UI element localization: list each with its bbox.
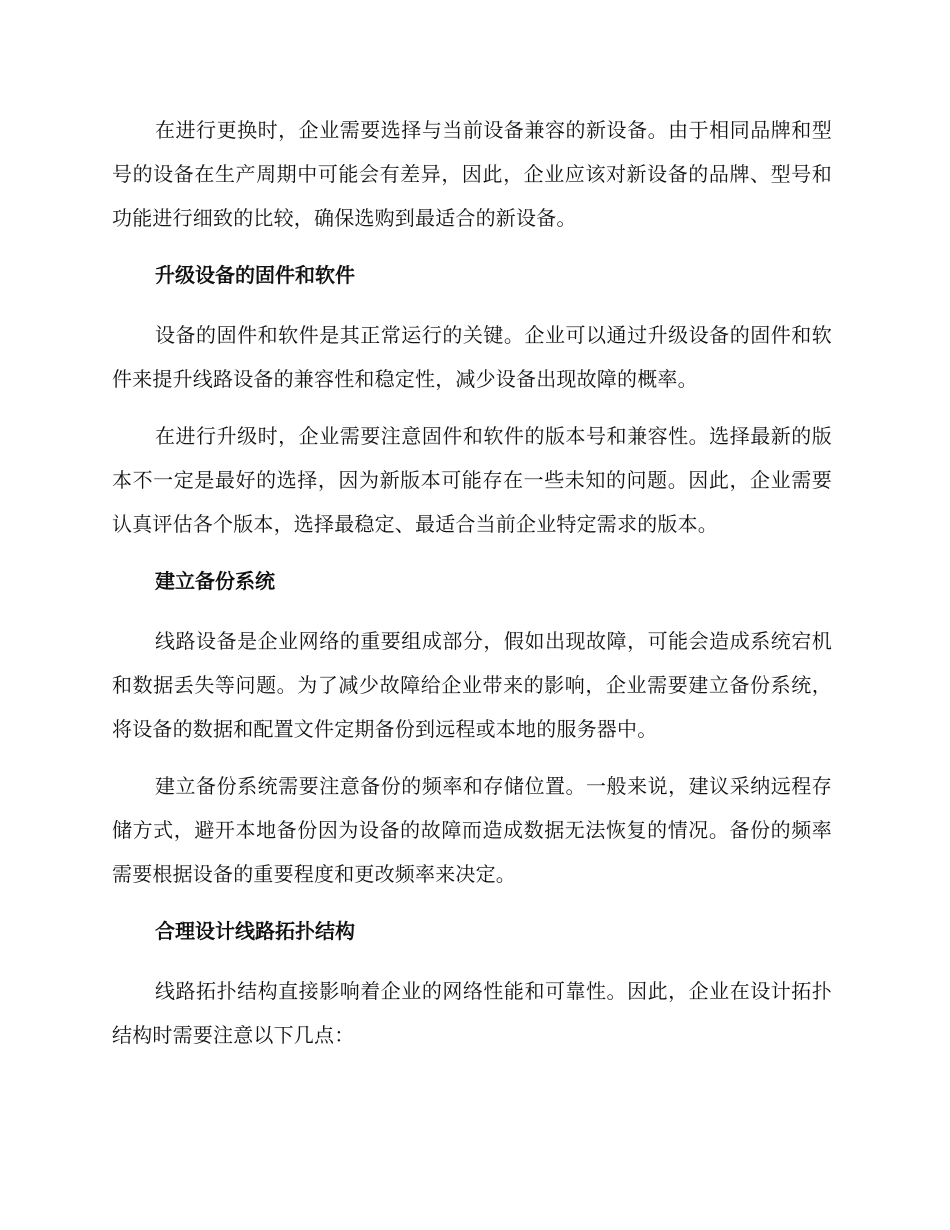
heading-upgrade-firmware: 升级设备的固件和软件 (155, 263, 355, 287)
paragraph-replacement-selection: 在进行更换时，企业需要选择与当前设备兼容的新设备。由于相同品牌和型号的设备在生产周期中可能会有差异，因此，企业应该对新设备的品牌、型号和功能进行细致的比较，确保选购到最适合的新设备。 (112, 118, 832, 230)
paragraph-topology-intro: 线路拓扑结构直接影响着企业的网络性能和可靠性。因此，企业在设计拓扑结构时需要注意以下几点： (112, 979, 832, 1047)
paragraph-firmware-importance: 设备的固件和软件是其正常运行的关键。企业可以通过升级设备的固件和软件来提升线路设备的兼容性和稳定性，减少设备出现故障的概率。 (112, 323, 832, 391)
paragraph-upgrade-versions: 在进行升级时，企业需要注意固件和软件的版本号和兼容性。选择最新的版本不一定是最好的选择，因为新版本可能存在一些未知的问题。因此，企业需要认真评估各个版本，选择最稳定、最适合当前企业特定需求的版本。 (112, 424, 832, 536)
paragraph-backup-purpose: 线路设备是企业网络的重要组成部分，假如出现故障，可能会造成系统宕机和数据丢失等问题。为了减少故障给企业带来的影响，企业需要建立备份系统，将设备的数据和配置文件定期备份到远程或本地的服务器中。 (112, 629, 832, 741)
paragraph-backup-frequency: 建立备份系统需要注意备份的频率和存储位置。一般来说，建议采纳远程存储方式，避开本地备份因为设备的故障而造成数据无法恢复的情况。备份的频率需要根据设备的重要程度和更改频率来决定。 (112, 774, 832, 886)
document-page (112, 108, 832, 1070)
heading-backup-system: 建立备份系统 (155, 569, 275, 593)
heading-topology-design: 合理设计线路拓扑结构 (155, 919, 355, 943)
